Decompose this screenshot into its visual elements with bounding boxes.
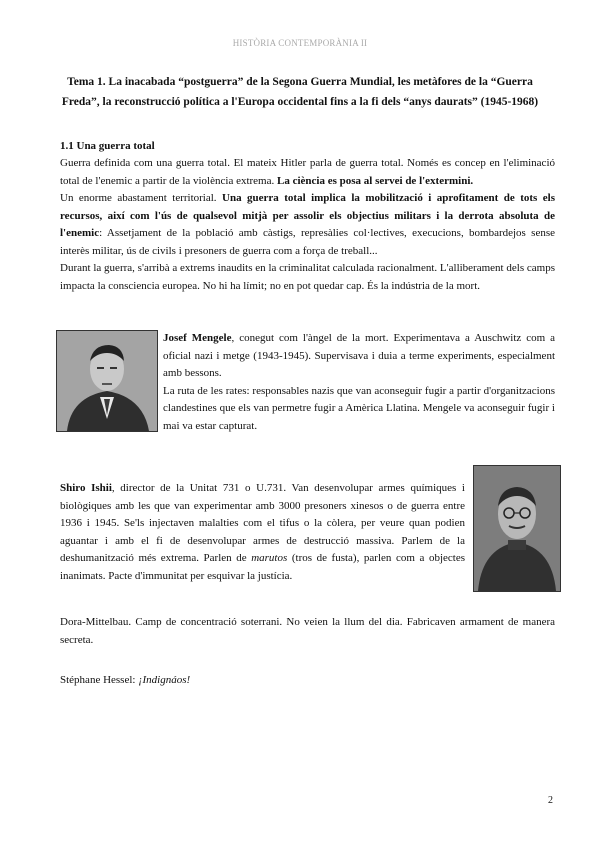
page-number: 2 (548, 795, 553, 806)
chapter-title (60, 72, 540, 112)
bold-text: Una guerra total implica la mobilització i aprofitament de tots els recursos, així com l'ús de qualsevol mitjà per assolir els objectius militars i la derrota absoluta de l'enemic (60, 192, 555, 239)
ishii-paragraph (60, 480, 465, 585)
paragraph-text: Un enorme abastament territorial. (60, 192, 223, 204)
paragraph-text: (tros de fusta), parlen com a objectes inanimats. Pacte d'immunitat per esquivar la justícia. (60, 552, 466, 582)
paragraph-text: , conegut com l'àngel de la mort. Experimentava a Auschwitz com a oficial nazi i metge (1943-1945). Supervisava i duia a terme experiments, especialment amb bessons. (163, 332, 556, 379)
paragraph-criminality: Durant la guerra, s'arribà a extrems inaudits en la criminalitat calculada racionalment. L'alliberament dels camps impacta la consciencia europea. No hi ha límit; no en pot quedar cap. És la indústria de la mort. (60, 262, 555, 292)
mengele-paragraph (163, 330, 555, 383)
section-body (60, 155, 555, 295)
running-header: HISTÒRIA CONTEMPORÀNIA II (232, 38, 368, 48)
bold-text: La ciència es posa al servei de l'extermini. (277, 174, 474, 187)
hessel-block (60, 672, 555, 690)
paragraph-text: : Assetjament de la població amb càstigs, represàlies col·lectives, execucions, bombardejos sense interès militar, ús de civils i presoners de guerra com a força de treball... (60, 227, 555, 257)
ishii-block (60, 480, 465, 585)
hessel-reference (60, 672, 555, 690)
person-name: Josef Mengele (163, 332, 232, 344)
italic-term: marutos (251, 552, 288, 564)
section-heading: 1.1 Una guerra total (60, 140, 155, 152)
mengele-block (163, 330, 555, 435)
paragraph-total-war (60, 155, 555, 190)
ishii-portrait-photo (473, 465, 561, 592)
book-title: ¡Indignáos! (138, 674, 191, 686)
rat-line-paragraph: La ruta de les rates: responsables nazis que van aconseguir fugir a partir d'organitzacions clandestines que els van permetre fugir a Amèrica Llatina. Mengele va aconseguir fugir i mai va estar capturat. (163, 384, 555, 432)
person-name: Shiro Ishii (60, 482, 112, 494)
chapter-title-line-1: Tema 1. La inacabada “postguerra” de la Segona Guerra Mundial, les metàfores de la “Guerra (67, 76, 533, 88)
paragraph-text: , director de la Unitat 731 o U.731. Van desenvolupar armes químiques i biològiques amb les que van experimentar amb 3000 presoners xinesos o de guerra entre 1936 i 1945. Se'ls injectaven malalties com el tifus o la còlera, per veure quan podien aguantar i amb el fi de desenvolupar armes de destrucció massiva. Parlem de la deshumanització més extrema. Parlen de (60, 482, 465, 564)
paragraph-text: Guerra definida com una guerra total. El mateix Hitler parla de guerra total. Només es concep en l'eliminació total de l'enemic a partir de la violència extrema. (60, 157, 555, 187)
dora-paragraph: Dora-Mittelbau. Camp de concentració soterrani. No veien la llum del dia. Fabricaven armament de manera secreta. (60, 616, 555, 646)
author-label: Stéphane Hessel: (60, 674, 139, 686)
dora-block (60, 614, 555, 649)
chapter-title-line-2: Freda”, la reconstrucció política a l'Europa occidental fins a la fi dels “anys daurats” (1945-1968) (61, 96, 539, 108)
mengele-portrait-photo (56, 330, 158, 432)
paragraph-mobilization (60, 190, 555, 260)
